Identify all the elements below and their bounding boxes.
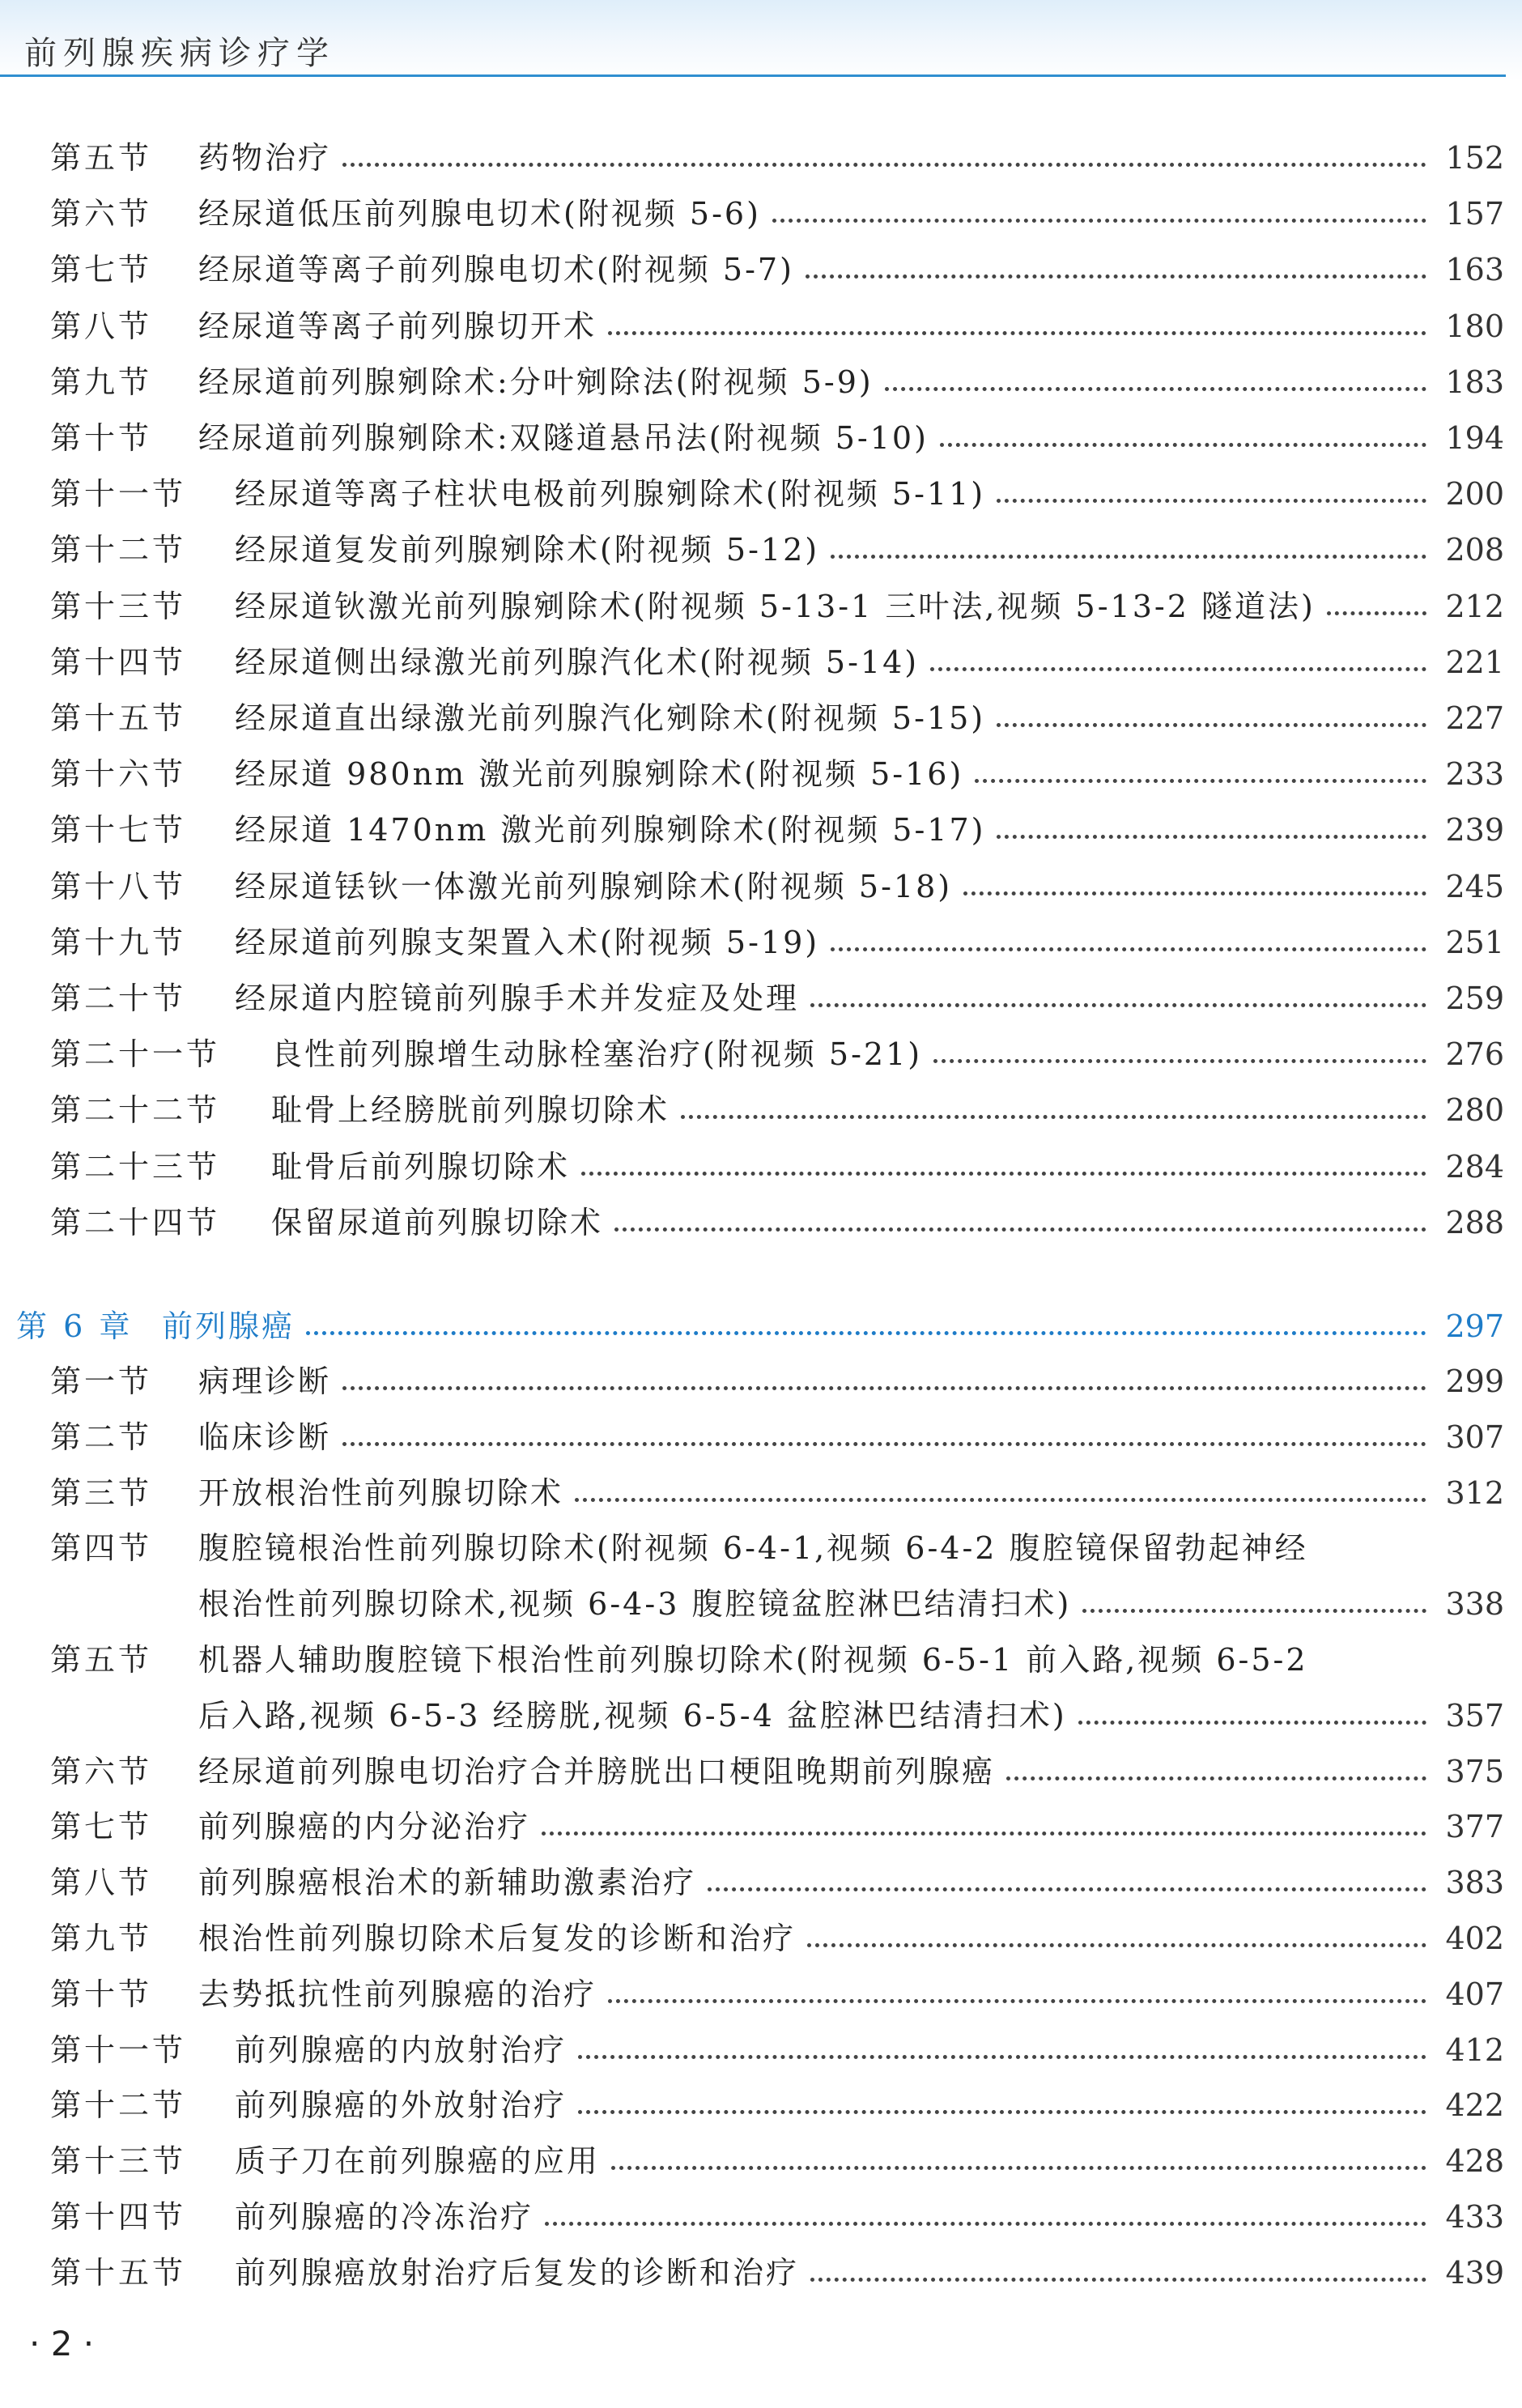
toc-row[interactable] [0, 1858, 1522, 1907]
toc-row[interactable] [0, 245, 1522, 294]
section-title: 经尿道前列腺剜除术:分叶剜除法(附视频 5-9) [198, 358, 885, 406]
section-title: 经尿道等离子前列腺电切术(附视频 5-7) [198, 245, 806, 294]
leader-dots [997, 723, 1426, 727]
leader-dots [831, 947, 1426, 951]
section-number: 第八节 [50, 1865, 153, 1900]
page-number-ref: 180 [1445, 308, 1504, 344]
page-number-ref: 288 [1445, 1205, 1504, 1240]
page-number-ref: 194 [1445, 420, 1504, 456]
section-title: 经尿道低压前列腺电切术(附视频 5-6) [198, 189, 772, 238]
page-number-ref: 307 [1445, 1419, 1504, 1455]
leader-dots [1082, 1609, 1426, 1613]
section-title: 经尿道 980nm 激光前列腺剜除术(附视频 5-16) [235, 750, 975, 798]
section-title: 根治性前列腺切除术后复发的诊断和治疗 [198, 1914, 807, 1963]
section-title: 经尿道钬激光前列腺剜除术(附视频 5-13-1 三叶法,视频 5-13-2 隧道法) [235, 582, 1327, 631]
toc-row[interactable] [0, 302, 1522, 351]
toc-row[interactable] [0, 358, 1522, 406]
section-number: 第十三节 [50, 2143, 187, 2179]
leader-dots [810, 2278, 1426, 2282]
toc-row[interactable] [0, 525, 1522, 574]
section-title: 经尿道铥钬一体激光前列腺剜除术(附视频 5-18) [235, 862, 963, 911]
page-number-ref: 428 [1445, 2143, 1504, 2179]
leader-dots [342, 1442, 1426, 1446]
section-title: 经尿道 1470nm 激光前列腺剜除术(附视频 5-17) [235, 806, 997, 854]
toc-row[interactable] [0, 414, 1522, 462]
page-number-ref: 212 [1445, 589, 1504, 624]
section-title: 前列腺癌的内放射治疗 [235, 2026, 578, 2074]
page-number-ref: 152 [1445, 140, 1504, 176]
page-number-ref: 259 [1445, 981, 1504, 1016]
section-number: 第一节 [50, 1364, 153, 1399]
section-number: 第九节 [50, 1921, 153, 1956]
section-number: 第二节 [50, 1419, 153, 1455]
toc-row[interactable] [0, 974, 1522, 1023]
leader-dots [578, 2110, 1426, 2114]
toc-row[interactable] [0, 2193, 1522, 2241]
leader-dots [997, 499, 1426, 503]
toc-row[interactable] [0, 189, 1522, 238]
page-number-ref: 284 [1445, 1149, 1504, 1185]
leader-dots [810, 1003, 1426, 1007]
page-number-ref: 383 [1445, 1865, 1504, 1900]
leader-dots [1327, 611, 1426, 615]
section-title: 前列腺癌放射治疗后复发的诊断和治疗 [235, 2248, 810, 2297]
section-number: 第十一节 [50, 2032, 187, 2068]
leader-dots [306, 1331, 1426, 1335]
section-number: 第三节 [50, 1475, 153, 1511]
toc-row[interactable] [0, 1636, 1522, 1684]
section-title: 耻骨上经膀胱前列腺切除术 [271, 1086, 681, 1134]
leader-dots [807, 1943, 1426, 1947]
page-number-ref: 422 [1445, 2087, 1504, 2123]
page-number-ref: 402 [1445, 1921, 1504, 1956]
chapter-title: 前列腺癌 [162, 1302, 306, 1351]
leader-dots [608, 331, 1426, 335]
section-title: 经尿道直出绿激光前列腺汽化剜除术(附视频 5-15) [235, 694, 997, 742]
toc-row[interactable] [0, 694, 1522, 742]
header-rule [0, 74, 1506, 77]
section-number: 第十一节 [50, 476, 187, 512]
toc-row[interactable] [0, 1970, 1522, 2019]
page-number-ref: 239 [1445, 812, 1504, 848]
section-title: 开放根治性前列腺切除术 [198, 1469, 575, 1517]
section-title: 临床诊断 [198, 1413, 342, 1461]
toc-row[interactable] [0, 134, 1522, 182]
page-number-ref: 412 [1445, 2032, 1504, 2068]
section-title: 经尿道复发前列腺剜除术(附视频 5-12) [235, 525, 831, 574]
leader-dots [940, 443, 1426, 447]
section-title: 后入路,视频 6-5-3 经膀胱,视频 6-5-4 盆腔淋巴结清扫术) [198, 1691, 1078, 1740]
page-number-ref: 357 [1445, 1698, 1504, 1734]
leader-dots [614, 1227, 1426, 1232]
section-number: 第十四节 [50, 2199, 187, 2235]
section-title: 保留尿道前列腺切除术 [271, 1198, 614, 1247]
section-title: 去势抵抗性前列腺癌的治疗 [198, 1970, 608, 2019]
section-number: 第九节 [50, 364, 153, 400]
page-number-ref: 276 [1445, 1036, 1504, 1072]
leader-dots [578, 2055, 1426, 2059]
section-number: 第六节 [50, 1754, 153, 1789]
section-number: 第十七节 [50, 812, 187, 848]
toc-row-continuation[interactable] [0, 1580, 1522, 1628]
toc-row[interactable] [0, 2081, 1522, 2129]
leader-dots [806, 274, 1426, 279]
section-title: 经尿道等离子柱状电极前列腺剜除术(附视频 5-11) [235, 470, 997, 518]
page-number-ref: 221 [1445, 645, 1504, 680]
toc-row[interactable] [0, 638, 1522, 687]
leader-dots [575, 1498, 1426, 1502]
section-title: 前列腺癌根治术的新辅助激素治疗 [198, 1858, 708, 1907]
chapter-heading[interactable] [0, 1302, 1522, 1351]
page-number-ref: 227 [1445, 700, 1504, 736]
leader-dots [963, 891, 1426, 896]
page-number-ref: 183 [1445, 364, 1504, 400]
page-number-ref: 312 [1445, 1475, 1504, 1511]
section-number: 第十二节 [50, 2087, 187, 2123]
section-number: 第十六节 [50, 756, 187, 792]
page-number-ref: 297 [1445, 1308, 1504, 1344]
toc-row[interactable] [0, 582, 1522, 631]
toc-row[interactable] [0, 1747, 1522, 1796]
toc-row[interactable] [0, 1413, 1522, 1461]
leader-dots [342, 163, 1426, 167]
section-number: 第五节 [50, 1642, 153, 1678]
leader-dots [545, 2222, 1426, 2226]
section-title: 经尿道前列腺支架置入术(附视频 5-19) [235, 918, 831, 967]
page-number-ref: 245 [1445, 869, 1504, 904]
toc-row[interactable] [0, 1802, 1522, 1851]
section-number: 第八节 [50, 308, 153, 344]
section-number: 第七节 [50, 1809, 153, 1844]
leader-dots [342, 1386, 1426, 1390]
section-title: 良性前列腺增生动脉栓塞治疗(附视频 5-21) [271, 1030, 933, 1078]
section-title: 经尿道内腔镜前列腺手术并发症及处理 [235, 974, 810, 1023]
section-number: 第六节 [50, 196, 153, 232]
leader-dots [772, 219, 1426, 223]
leader-dots [611, 2166, 1426, 2170]
section-title: 经尿道前列腺电切治疗合并膀胱出口梗阻晚期前列腺癌 [198, 1747, 1006, 1796]
leader-dots [933, 1059, 1426, 1063]
toc-row[interactable] [0, 1524, 1522, 1572]
leader-dots [1078, 1721, 1426, 1725]
section-number: 第十九节 [50, 925, 187, 960]
page-number-ref: 200 [1445, 476, 1504, 512]
section-number: 第二十二节 [50, 1092, 221, 1128]
running-header [0, 0, 1522, 81]
section-number: 第十节 [50, 420, 153, 456]
toc-row[interactable] [0, 918, 1522, 967]
toc-row[interactable] [0, 2248, 1522, 2297]
section-title: 经尿道侧出绿激光前列腺汽化术(附视频 5-14) [235, 638, 930, 687]
toc-row[interactable] [0, 806, 1522, 854]
leader-dots [997, 835, 1426, 839]
section-number: 第十二节 [50, 532, 187, 568]
section-number: 第十三节 [50, 589, 187, 624]
toc-row[interactable] [0, 2026, 1522, 2074]
page-number-ref: 338 [1445, 1586, 1504, 1622]
toc-row[interactable] [0, 2137, 1522, 2185]
page-number-ref: 375 [1445, 1754, 1504, 1789]
section-number: 第五节 [50, 140, 153, 176]
page-number-ref: 157 [1445, 196, 1504, 232]
page-number-ref: 280 [1445, 1092, 1504, 1128]
section-number: 第十八节 [50, 869, 187, 904]
toc-row[interactable] [0, 862, 1522, 911]
section-number: 第十五节 [50, 700, 187, 736]
toc-row[interactable] [0, 1030, 1522, 1078]
toc-row-continuation[interactable] [0, 1691, 1522, 1740]
section-title: 根治性前列腺切除术,视频 6-4-3 腹腔镜盆腔淋巴结清扫术) [198, 1580, 1082, 1628]
section-number: 第二十一节 [50, 1036, 221, 1072]
page-number-ref: 233 [1445, 756, 1504, 792]
leader-dots [581, 1172, 1426, 1176]
page-number-ref: 251 [1445, 925, 1504, 960]
section-title: 药物治疗 [198, 134, 342, 182]
leader-dots [831, 555, 1426, 559]
toc-row[interactable] [0, 1198, 1522, 1247]
leader-dots [608, 1999, 1426, 2003]
section-title: 质子刀在前列腺癌的应用 [235, 2137, 611, 2185]
section-number: 第四节 [50, 1530, 153, 1566]
leader-dots [975, 779, 1426, 783]
leader-dots [930, 667, 1426, 671]
section-number: 第十节 [50, 1976, 153, 2012]
leader-dots [542, 1832, 1426, 1836]
toc-row[interactable] [0, 1469, 1522, 1517]
toc-row[interactable] [0, 1357, 1522, 1406]
book-title: 前列腺疾病诊疗学 [24, 35, 335, 72]
page-number-ref: 433 [1445, 2199, 1504, 2235]
section-number: 第七节 [50, 252, 153, 287]
section-title: 前列腺癌的内分泌治疗 [198, 1802, 542, 1851]
section-number: 第二十三节 [50, 1149, 221, 1185]
toc-row[interactable] [0, 750, 1522, 798]
leader-dots [885, 387, 1426, 391]
section-number: 第二十节 [50, 981, 187, 1016]
section-title: 前列腺癌的冷冻治疗 [235, 2193, 545, 2241]
section-number: 第十五节 [50, 2255, 187, 2291]
leader-dots [681, 1115, 1426, 1119]
toc-row[interactable] [0, 1086, 1522, 1134]
page-number: · 2 · [29, 2324, 95, 2363]
toc-row[interactable] [0, 470, 1522, 518]
section-title: 机器人辅助腹腔镜下根治性前列腺切除术(附视频 6-5-1 前入路,视频 6-5-2 [198, 1636, 1320, 1684]
section-number: 第二十四节 [50, 1205, 221, 1240]
section-title: 经尿道等离子前列腺切开术 [198, 302, 608, 351]
page-number-ref: 163 [1445, 252, 1504, 287]
leader-dots [708, 1887, 1426, 1891]
toc-row[interactable] [0, 1142, 1522, 1191]
section-title: 耻骨后前列腺切除术 [271, 1142, 581, 1191]
chapter-number: 第 6 章 [16, 1308, 134, 1344]
section-number: 第十四节 [50, 645, 187, 680]
section-title: 腹腔镜根治性前列腺切除术(附视频 6-4-1,视频 6-4-2 腹腔镜保留勃起神经 [198, 1524, 1320, 1572]
section-title: 经尿道前列腺剜除术:双隧道悬吊法(附视频 5-10) [198, 414, 940, 462]
page-number-ref: 439 [1445, 2255, 1504, 2291]
page-number-ref: 208 [1445, 532, 1504, 568]
leader-dots [1006, 1776, 1426, 1780]
page-number-ref: 377 [1445, 1809, 1504, 1844]
page-number-ref: 299 [1445, 1364, 1504, 1399]
section-title: 前列腺癌的外放射治疗 [235, 2081, 578, 2129]
toc-row[interactable] [0, 1914, 1522, 1963]
section-title: 病理诊断 [198, 1357, 342, 1406]
page-number-ref: 407 [1445, 1976, 1504, 2012]
